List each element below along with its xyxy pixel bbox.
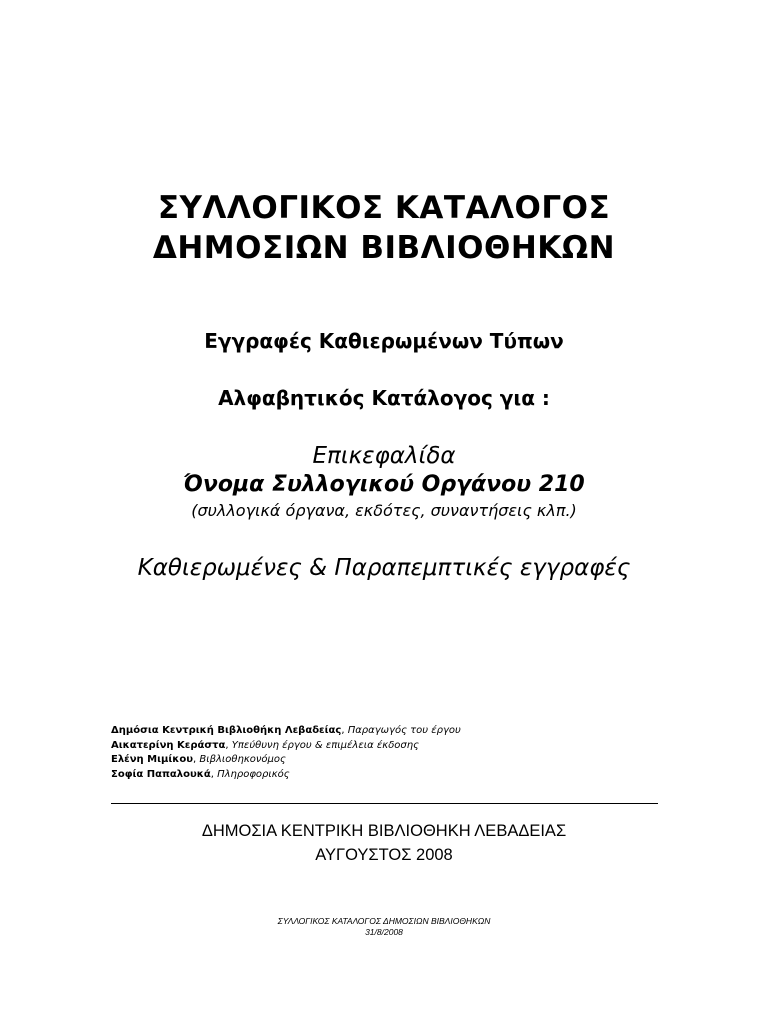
heading-name: Όνομα Συλλογικού Οργάνου 210: [183, 472, 585, 497]
entries-description: Καθιερωμένες & Παραπεμπτικές εγγραφές: [137, 555, 631, 581]
credit-name: Σοφία Παπαλουκά: [111, 768, 211, 780]
credit-role: Παραγωγός του έργου: [347, 725, 461, 736]
credit-line: [111, 739, 461, 754]
credit-line: [111, 753, 461, 768]
divider-line: [111, 803, 658, 804]
footer-library-name: ΔΗΜΟΣΙΑ ΚΕΝΤΡΙΚΗ ΒΙΒΛΙΟΘΗΚΗ ΛΕΒΑΔΕΙΑΣ: [201, 822, 567, 840]
credit-line: [111, 768, 461, 783]
heading-note: (συλλογικά όργανα, εκδότες, συναντήσεις κλπ.): [191, 501, 577, 520]
credit-separator: ,: [341, 725, 348, 736]
running-footer-title: ΣΥΛΛΟΓΙΚΟΣ ΚΑΤΑΛΟΓΟΣ ΔΗΜΟΣΙΩΝ ΒΙΒΛΙΟΘΗΚΩΝ: [277, 916, 491, 926]
document-subtitle: Εγγραφές Καθιερωμένων Τύπων: [204, 329, 564, 353]
heading-label: Επικεφαλίδα: [312, 443, 456, 469]
running-footer-date: 31/8/2008: [365, 927, 403, 937]
document-title-line-2: ΔΗΜΟΣΙΩΝ ΒΙΒΛΙΟΘΗΚΩΝ: [152, 230, 616, 266]
credit-name: Ελένη Μιμίκου: [111, 754, 193, 765]
credit-role: Βιβλιοθηκονόμος: [199, 754, 286, 765]
credit-separator: ,: [225, 739, 232, 751]
credit-role: Υπεύθυνη έργου & επιμέλεια έκδοσης: [231, 739, 419, 751]
credit-line: [111, 724, 461, 739]
credit-name: Αικατερίνη Κεράστα: [111, 739, 226, 751]
credits-list: [111, 724, 461, 782]
alphabetical-catalog-label: Αλφαβητικός Κατάλογος για :: [218, 386, 550, 410]
footer-date: ΑΥΓΟΥΣΤΟΣ 2008: [315, 846, 453, 864]
credit-separator: ,: [210, 768, 218, 780]
credit-separator: ,: [192, 754, 200, 765]
credit-name: Δημόσια Κεντρική Βιβλιοθήκη Λεβαδείας: [111, 725, 342, 736]
document-title-line-1: ΣΥΛΛΟΓΙΚΟΣ ΚΑΤΑΛΟΓΟΣ: [157, 190, 611, 226]
credit-role: Πληροφορικός: [217, 768, 290, 780]
